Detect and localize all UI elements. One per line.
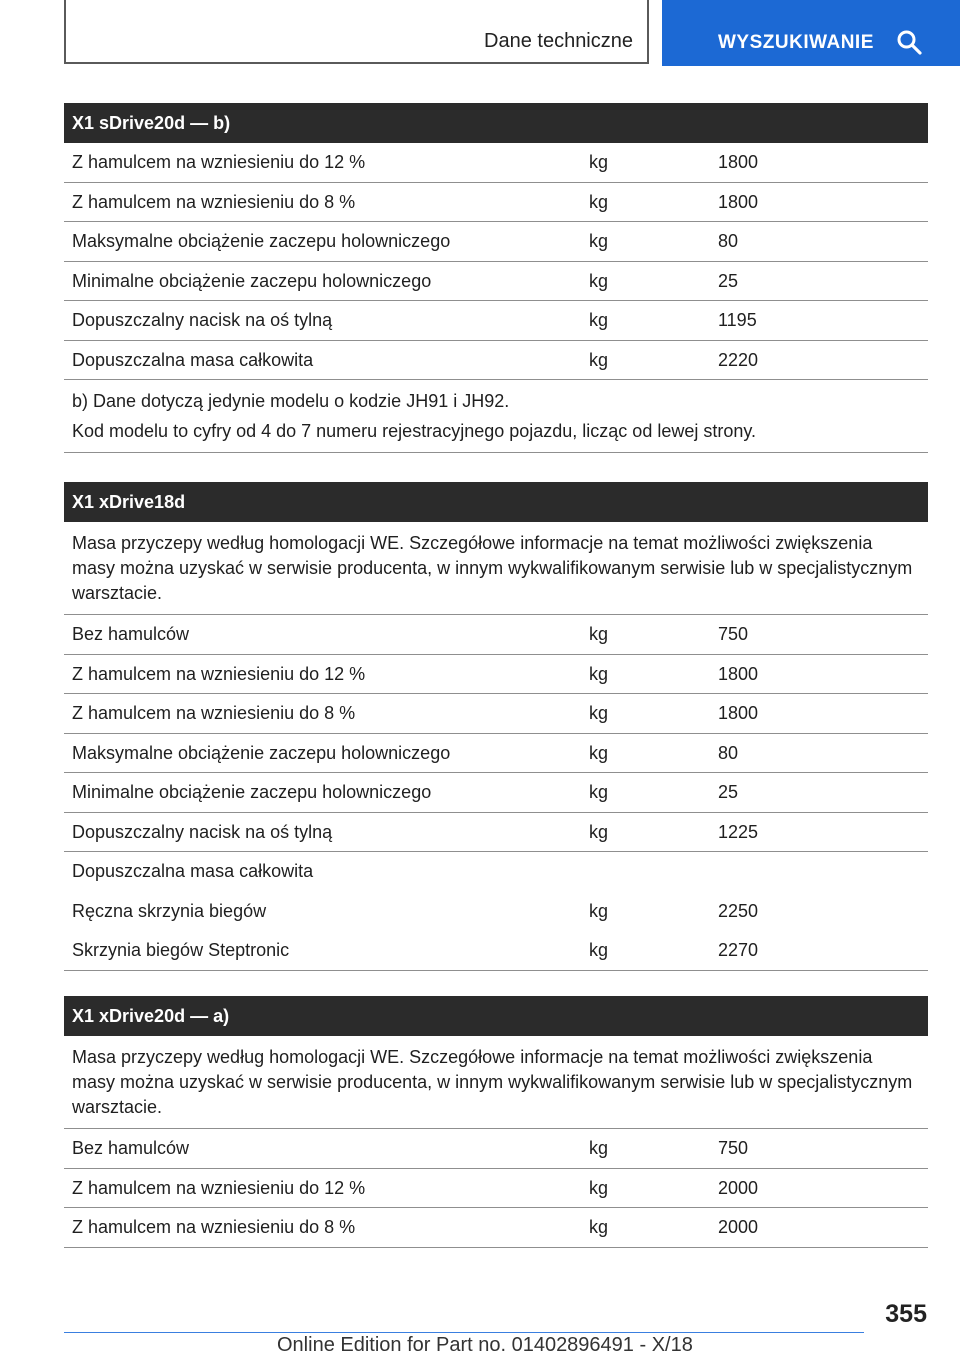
intro-text: Masa przyczepy według homologacji WE. Szczegółowe informacje na temat możliwości zwiększenia masy można uzyskać w serwisie producenta, w innym wykwalifikowanym serwisie lub w specjalistycznym warsztacie. xyxy=(72,533,913,603)
section-title: X1 xDrive18d xyxy=(64,482,928,522)
row-value: 25 xyxy=(718,782,739,802)
row-unit: kg xyxy=(589,940,609,960)
page-number: 355 xyxy=(885,1300,927,1328)
row-value: 80 xyxy=(718,742,739,763)
row-label: Maksymalne obciążenie zaczepu holowniczego xyxy=(72,742,451,763)
row-unit: kg xyxy=(589,1177,609,1198)
row-value: 750 xyxy=(718,1138,749,1158)
row-value: 80 xyxy=(718,231,739,251)
row-unit: kg xyxy=(589,624,609,644)
row-value: 1800 xyxy=(718,191,759,212)
row-value: 1800 xyxy=(718,663,759,684)
table-row xyxy=(64,262,928,302)
row-unit: kg xyxy=(589,742,609,763)
row-value: 1195 xyxy=(718,310,757,330)
table-row xyxy=(64,655,928,695)
table-row xyxy=(64,892,928,932)
row-label: Z hamulcem na wzniesieniu do 8 % xyxy=(72,703,356,723)
tab-dane-techniczne[interactable] xyxy=(64,0,649,64)
row-unit: kg xyxy=(589,152,609,172)
intro-text: Masa przyczepy według homologacji WE. Szczegółowe informacje na temat możliwości zwiększenia masy można uzyskać w serwisie producenta, w innym wykwalifikowanym serwisie lub w specjalistycznym warsztacie. xyxy=(72,1047,913,1117)
search-icon xyxy=(896,29,922,55)
row-unit: kg xyxy=(589,191,609,212)
table-row xyxy=(64,1129,928,1169)
row-unit: kg xyxy=(589,1217,609,1237)
row-label: Ręczna skrzynia biegów xyxy=(72,900,267,921)
row-value: 2250 xyxy=(718,900,759,921)
row-value: 25 xyxy=(718,270,739,291)
row-unit: kg xyxy=(589,310,609,330)
table-row xyxy=(64,222,928,262)
search-button[interactable] xyxy=(662,0,960,66)
footnote-line: b) Dane dotyczą jedynie modelu o kodzie JH91 i JH92. xyxy=(72,391,510,411)
table-row xyxy=(64,694,928,734)
row-value: 2000 xyxy=(718,1177,759,1198)
table-row xyxy=(64,773,928,813)
row-label: Minimalne obciążenie zaczepu holowniczego xyxy=(72,782,432,802)
row-unit: kg xyxy=(589,782,609,802)
row-value: 2220 xyxy=(718,349,759,370)
section-title: X1 xDrive20d — a) xyxy=(64,996,928,1036)
table-row xyxy=(64,852,928,892)
section-x1-xdrive20d xyxy=(64,996,928,1248)
row-unit: kg xyxy=(589,821,609,842)
section-x1-xdrive18d xyxy=(64,482,928,971)
edition-text: Online Edition for Part no. 01402896491 - X/18 xyxy=(277,1334,693,1356)
row-unit: kg xyxy=(589,663,609,684)
row-label: Z hamulcem na wzniesieniu do 12 % xyxy=(72,663,366,684)
footer-divider xyxy=(64,1332,864,1333)
row-label: Dopuszczalna masa całkowita xyxy=(72,349,314,370)
row-unit: kg xyxy=(589,270,609,291)
row-label: Bez hamulców xyxy=(72,624,190,644)
row-value: 2000 xyxy=(718,1217,759,1237)
table-row xyxy=(64,615,928,655)
footnote-line: Kod modelu to cyfry od 4 do 7 numeru rejestracyjnego pojazdu, licząc od lewej strony. xyxy=(72,421,757,441)
row-label: Skrzynia biegów Steptronic xyxy=(72,940,290,960)
row-unit: kg xyxy=(589,900,609,921)
row-label: Dopuszczalny nacisk na oś tylną xyxy=(72,821,333,842)
row-label: Z hamulcem na wzniesieniu do 12 % xyxy=(72,152,366,172)
row-value: 750 xyxy=(718,624,749,644)
row-label: Z hamulcem na wzniesieniu do 8 % xyxy=(72,1217,356,1237)
table-row xyxy=(64,931,928,971)
row-label: Z hamulcem na wzniesieniu do 8 % xyxy=(72,191,356,212)
table-row xyxy=(64,813,928,853)
table-row xyxy=(64,1208,928,1248)
table-row xyxy=(64,1169,928,1209)
row-value: 1800 xyxy=(718,703,759,723)
top-bar xyxy=(0,0,960,66)
row-unit: kg xyxy=(589,231,609,251)
footnote xyxy=(64,380,928,453)
section-title: X1 sDrive20d — b) xyxy=(64,103,928,143)
row-label: Minimalne obciążenie zaczepu holowniczego xyxy=(72,270,432,291)
row-value: 1800 xyxy=(718,152,759,172)
row-label: Dopuszczalny nacisk na oś tylną xyxy=(72,310,333,330)
section-intro xyxy=(64,1036,928,1129)
table-row xyxy=(64,301,928,341)
table-row xyxy=(64,183,928,223)
row-value: 1225 xyxy=(718,821,759,842)
row-unit: kg xyxy=(589,349,609,370)
search-button-label: WYSZUKIWANIE xyxy=(718,32,874,53)
row-label: Maksymalne obciążenie zaczepu holowniczego xyxy=(72,231,451,251)
section-x1-sdrive20d xyxy=(64,103,928,453)
row-unit: kg xyxy=(589,1138,609,1158)
row-label: Bez hamulców xyxy=(72,1138,190,1158)
table-row xyxy=(64,143,928,183)
row-value: 2270 xyxy=(718,940,759,960)
table-row xyxy=(64,341,928,381)
section-intro xyxy=(64,522,928,615)
row-label: Z hamulcem na wzniesieniu do 12 % xyxy=(72,1177,366,1198)
row-label: Dopuszczalna masa całkowita xyxy=(72,861,314,881)
table-row xyxy=(64,734,928,774)
row-unit: kg xyxy=(589,703,609,723)
tab-label: Dane techniczne xyxy=(484,30,633,52)
